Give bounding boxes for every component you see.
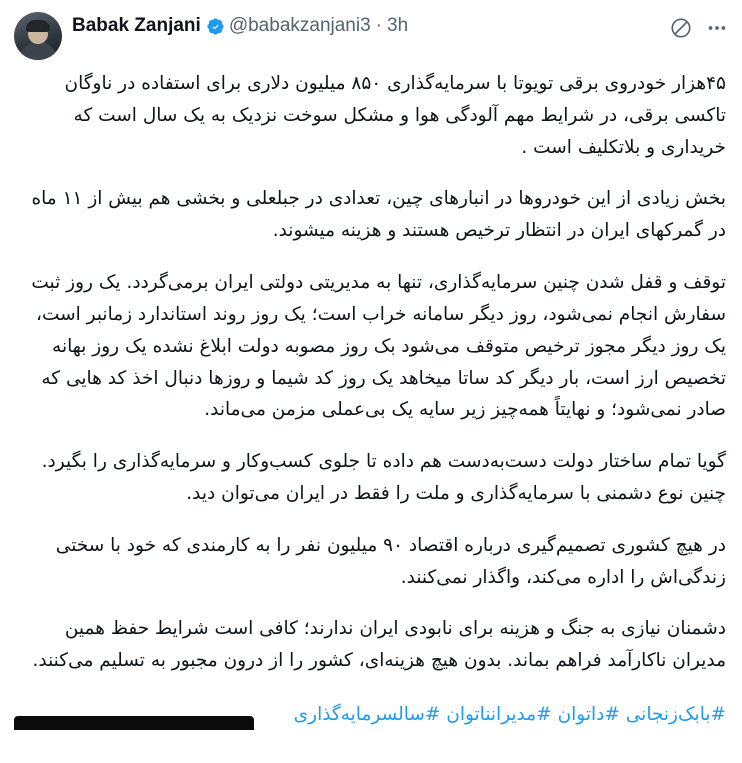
tweet-paragraph: بخش زیادی از این خودروها در انبارهای چین، تعدادی در جبلعلی و بخشی هم بیش از ۱۱ ماه در گمرکهای ایران در انتظار ترخیص هستند و هزینه میشوند. <box>31 188 726 242</box>
hashtag-link[interactable]: #مدیرانناتوان <box>446 704 552 725</box>
tweet-paragraph: گویا تمام ساختار دولت دست‌به‌دست هم داده تا جلوی کسب‌وکار و سرمایه‌گذاری را بگیرد. چنین نوع دشمنی با سرمایه‌گذاری و ملت را فقط در ایران می‌توان دید. <box>41 451 726 504</box>
tweet-paragraph: در هیچ کشوری تصمیم‌گیری درباره اقتصاد ۹۰ میلیون نفر را به کارمندی که خود با سختی زندگی‌اش را اداره می‌کند، واگذار نمی‌کنند. <box>55 534 726 588</box>
tweet-paragraph: توقف و قفل شدن چنین سرمایه‌گذاری، تنها به مدیریتی دولتی ایران برمی‌گردد. یک روز ثبت سفارش انجام نمی‌شود، روز دیگر سامانه خراب است؛ یک روز روند استاندارد زمانبر است، یک روز دیگر مجوز ترخیص متوقف می‌شود بک روز مصوبه دولت ابلاغ نشده یک روز بهانه تخصیص ارز است، بار دیگر کد ساتا میخاهد یک روز کد شیما و روزها دنبال اخذ کد هایی که صادر نمی‌شود؛ و نهایتاً همه‌چیز زیر سایه یک بی‌عملی مزمن می‌ماند. <box>31 272 726 421</box>
author-identity <box>72 12 660 37</box>
avatar-body-shape <box>19 42 57 60</box>
author-handle[interactable]: @babakzanjani3 <box>228 15 371 36</box>
tweet-header <box>14 10 728 66</box>
header-separator: · <box>375 15 382 36</box>
tweet-paragraph: دشمنان نیازی به جنگ و هزینه برای نابودی ایران ندارند؛ کافی است شرایط حفظ همین مدیران ناکارآمد فراهم بماند. بدون هیچ هزینه‌ای، کشور را از درون مجبور به تسلیم می‌کنند. <box>32 618 726 672</box>
hashtag-link[interactable]: #سالسرمایه‌گذاری <box>293 704 441 725</box>
tweet-paragraph: ۴۵هزار خودروی برقی تویوتا با سرمایه‌گذاری ۸۵۰ میلیون دلاری برای استفاده در ناوگان تاکسی برقی، در شرایط مهم آلودگی هوا و مشکل سوخت نزدیک به یک سال است که خریداری و بلاتکلیف است . <box>64 73 726 158</box>
tweet-text <box>14 66 728 677</box>
hashtag-link[interactable]: #بابک‌زنجانی <box>625 704 726 725</box>
more-options-icon[interactable] <box>706 17 728 39</box>
author-display-name[interactable]: Babak Zanjani <box>72 15 201 36</box>
tweet-header-actions <box>670 12 728 39</box>
avatar[interactable] <box>14 12 62 60</box>
mute-slash-icon[interactable] <box>670 17 692 39</box>
verified-badge-icon <box>206 17 225 36</box>
avatar-hair-shape <box>26 20 50 32</box>
tweet-timestamp[interactable]: 3h <box>387 15 409 36</box>
hashtag-link[interactable]: #داتوان <box>557 704 620 725</box>
media-preview[interactable] <box>14 716 254 730</box>
